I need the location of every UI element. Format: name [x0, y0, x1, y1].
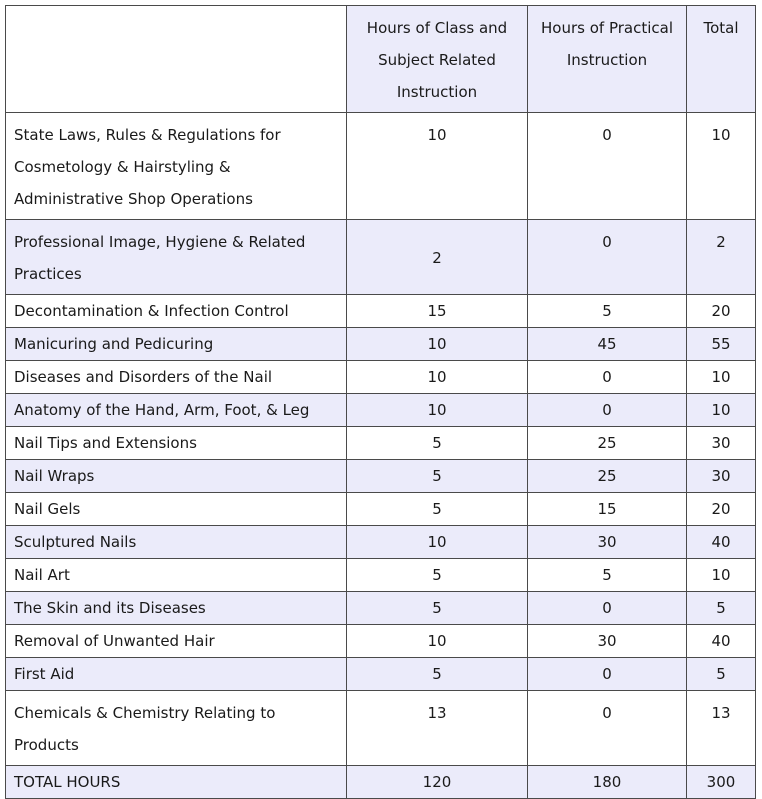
total-cell: 40: [687, 625, 756, 658]
practical-hours-cell: 25: [528, 427, 687, 460]
subject-cell: Removal of Unwanted Hair: [6, 625, 347, 658]
class-hours-cell: 10: [347, 526, 528, 559]
total-cell: 10: [687, 113, 756, 220]
table-row: [6, 295, 756, 328]
total-cell: 5: [687, 592, 756, 625]
table-row: [6, 220, 756, 295]
class-hours-cell: 5: [347, 493, 528, 526]
subject-cell: Professional Image, Hygiene & Related Practices: [6, 220, 347, 295]
total-cell: 10: [687, 559, 756, 592]
practical-hours-cell: 0: [528, 113, 687, 220]
subject-cell: First Aid: [6, 658, 347, 691]
practical-hours-cell: 5: [528, 559, 687, 592]
practical-hours-cell: 5: [528, 295, 687, 328]
subject-cell: State Laws, Rules & Regulations for Cosmetology & Hairstyling & Administrative Shop Operations: [6, 113, 347, 220]
table-row: [6, 625, 756, 658]
table-row: [6, 460, 756, 493]
practical-hours-cell: 0: [528, 361, 687, 394]
total-cell: 2: [687, 220, 756, 295]
table-row: [6, 427, 756, 460]
table-row: [6, 113, 756, 220]
class-hours-cell: 5: [347, 460, 528, 493]
total-cell: 20: [687, 295, 756, 328]
total-cell: 10: [687, 394, 756, 427]
class-hours-cell: 10: [347, 328, 528, 361]
total-cell: 20: [687, 493, 756, 526]
header-row: [6, 6, 756, 113]
class-hours-cell: 5: [347, 658, 528, 691]
subject-cell: Anatomy of the Hand, Arm, Foot, & Leg: [6, 394, 347, 427]
total-cell: 30: [687, 460, 756, 493]
grand-total: 300: [687, 766, 756, 799]
practical-hours-cell: 0: [528, 394, 687, 427]
class-hours-cell: 10: [347, 113, 528, 220]
practical-hours-cell: 0: [528, 592, 687, 625]
practical-hours-cell: 0: [528, 220, 687, 295]
class-hours-cell: 5: [347, 592, 528, 625]
table-row: [6, 394, 756, 427]
subject-cell: Manicuring and Pedicuring: [6, 328, 347, 361]
header-subject: [6, 6, 347, 113]
total-cell: 55: [687, 328, 756, 361]
table-row: [6, 592, 756, 625]
practical-hours-cell: 30: [528, 526, 687, 559]
totals-row: [6, 766, 756, 799]
total-cell: 13: [687, 691, 756, 766]
total-class-hours: 120: [347, 766, 528, 799]
total-cell: 5: [687, 658, 756, 691]
table-row: [6, 658, 756, 691]
total-cell: 10: [687, 361, 756, 394]
class-hours-cell: 13: [347, 691, 528, 766]
table-row: [6, 493, 756, 526]
total-cell: 40: [687, 526, 756, 559]
practical-hours-cell: 25: [528, 460, 687, 493]
subject-cell: Sculptured Nails: [6, 526, 347, 559]
table-row: [6, 361, 756, 394]
practical-hours-cell: 45: [528, 328, 687, 361]
subject-cell: Nail Art: [6, 559, 347, 592]
header-practical-hours: Hours of Practical Instruction: [528, 6, 687, 113]
header-total: Total: [687, 6, 756, 113]
class-hours-cell: 10: [347, 394, 528, 427]
subject-cell: Nail Wraps: [6, 460, 347, 493]
subject-cell: Nail Gels: [6, 493, 347, 526]
total-hours-label: TOTAL HOURS: [6, 766, 347, 799]
subject-cell: The Skin and its Diseases: [6, 592, 347, 625]
subject-cell: Diseases and Disorders of the Nail: [6, 361, 347, 394]
table-row: [6, 691, 756, 766]
curriculum-hours-table: [5, 5, 756, 799]
total-practical-hours: 180: [528, 766, 687, 799]
practical-hours-cell: 0: [528, 658, 687, 691]
class-hours-cell: 15: [347, 295, 528, 328]
subject-cell: Decontamination & Infection Control: [6, 295, 347, 328]
table-row: [6, 559, 756, 592]
class-hours-cell: 5: [347, 427, 528, 460]
class-hours-cell: 2: [347, 220, 528, 295]
class-hours-cell: 5: [347, 559, 528, 592]
practical-hours-cell: 15: [528, 493, 687, 526]
subject-cell: Nail Tips and Extensions: [6, 427, 347, 460]
class-hours-cell: 10: [347, 625, 528, 658]
table-row: [6, 328, 756, 361]
subject-cell: Chemicals & Chemistry Relating to Products: [6, 691, 347, 766]
practical-hours-cell: 0: [528, 691, 687, 766]
total-cell: 30: [687, 427, 756, 460]
practical-hours-cell: 30: [528, 625, 687, 658]
header-class-hours: Hours of Class and Subject Related Instruction: [347, 6, 528, 113]
class-hours-cell: 10: [347, 361, 528, 394]
table-row: [6, 526, 756, 559]
